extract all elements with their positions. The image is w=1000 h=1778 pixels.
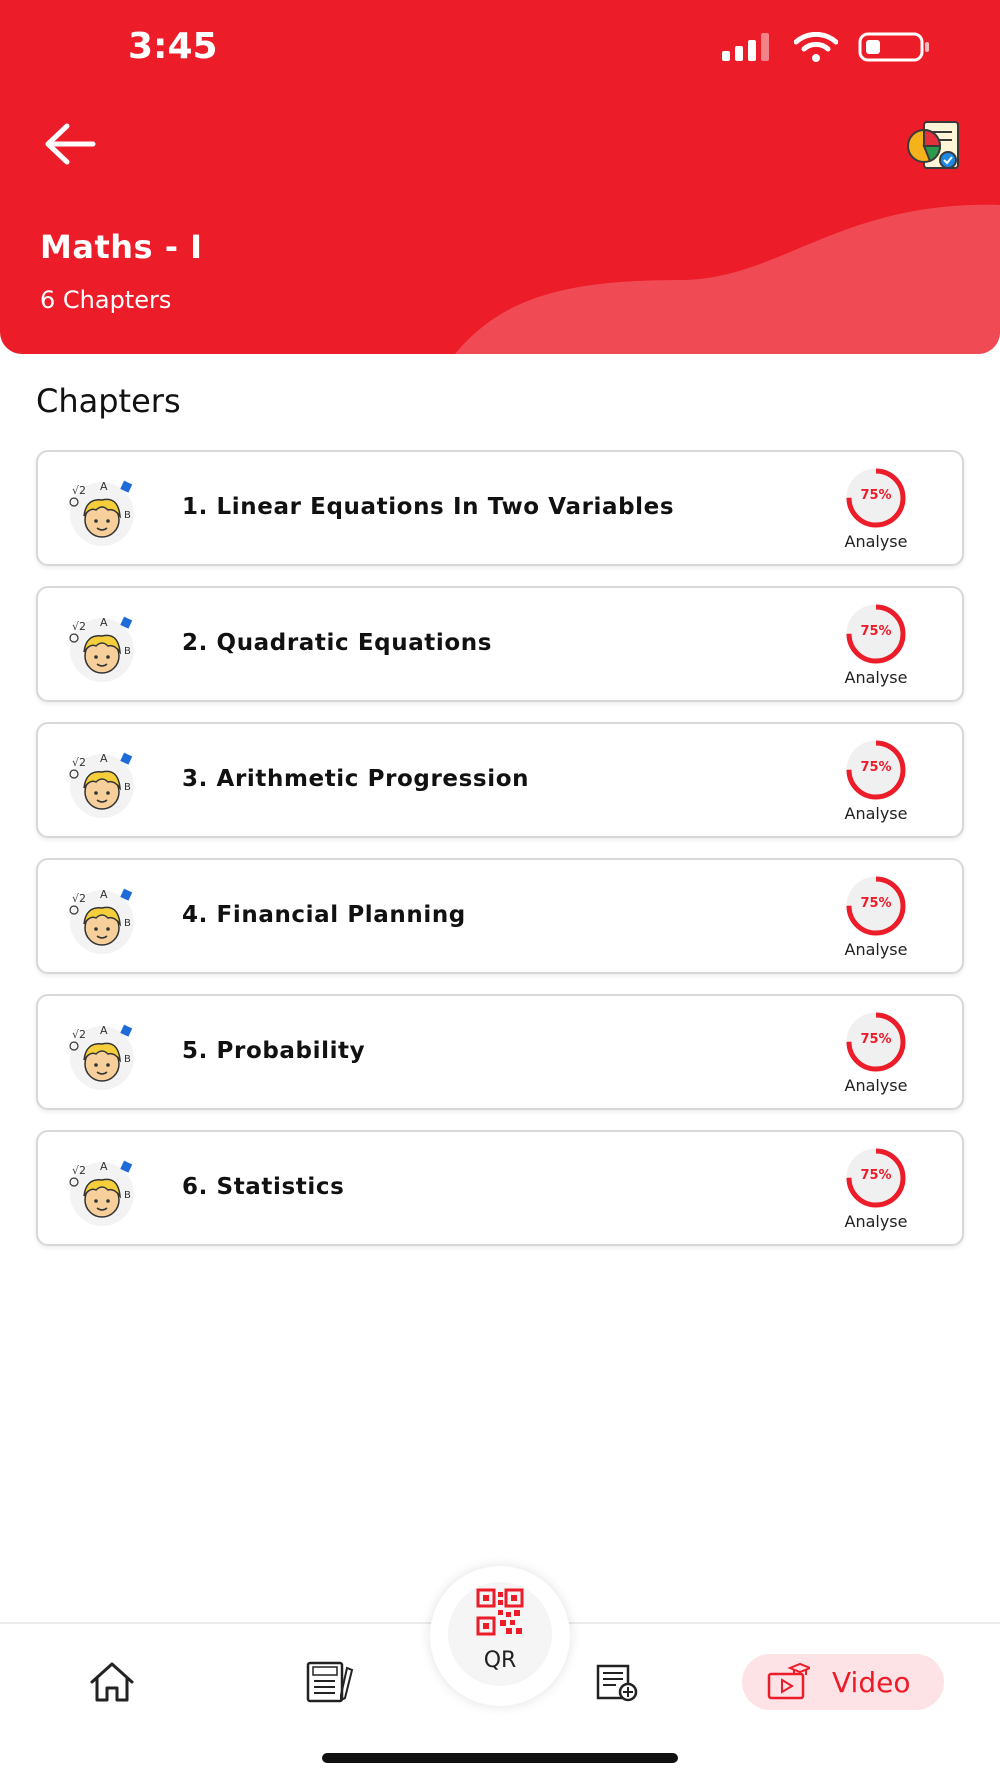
- svg-text:A: A: [100, 616, 108, 629]
- home-indicator: [322, 1753, 678, 1763]
- progress-ring: [840, 738, 912, 802]
- svg-text:B: B: [124, 1054, 131, 1065]
- chapter-progress[interactable]: [828, 602, 924, 687]
- svg-text:√2: √2: [72, 620, 87, 633]
- svg-text:B: B: [124, 1190, 131, 1201]
- chapter-progress[interactable]: [828, 1010, 924, 1095]
- svg-text:B: B: [124, 510, 131, 521]
- chapter-title: 2. Quadratic Equations: [182, 630, 493, 656]
- nav-exam-button[interactable]: [300, 1654, 360, 1710]
- progress-percent: 75%: [860, 624, 892, 639]
- chapter-progress[interactable]: [828, 1146, 924, 1231]
- svg-text:B: B: [124, 918, 131, 929]
- svg-text:A: A: [100, 1024, 108, 1037]
- progress-percent: 75%: [860, 488, 892, 503]
- svg-text:A: A: [100, 1160, 108, 1173]
- back-button[interactable]: [40, 118, 100, 170]
- report-chart-icon: [902, 118, 966, 174]
- section-title: Chapters: [36, 382, 181, 420]
- nav-notes-button[interactable]: [586, 1654, 646, 1710]
- battery-icon: [858, 32, 930, 62]
- svg-text:√2: √2: [72, 484, 87, 497]
- header: [0, 0, 1000, 354]
- chapter-count: 6 Chapters: [40, 286, 172, 314]
- analyse-link[interactable]: Analyse: [844, 1212, 908, 1231]
- chapter-progress[interactable]: [828, 874, 924, 959]
- chapter-title: 1. Linear Equations In Two Variables: [182, 494, 675, 520]
- svg-text:B: B: [124, 646, 131, 657]
- chapter-progress[interactable]: [828, 466, 924, 551]
- progress-ring: [840, 602, 912, 666]
- qr-code-icon: [476, 1588, 524, 1636]
- subject-title: Maths - I: [40, 228, 203, 266]
- analyse-link[interactable]: Analyse: [844, 668, 908, 687]
- status-icons: [722, 32, 930, 62]
- signal-icon: [722, 33, 774, 61]
- svg-text:A: A: [100, 752, 108, 765]
- report-button[interactable]: [902, 118, 966, 174]
- svg-text:A: A: [100, 480, 108, 493]
- exam-icon: [305, 1660, 355, 1704]
- svg-text:√2: √2: [72, 892, 87, 905]
- progress-percent: 75%: [860, 896, 892, 911]
- video-lesson-icon: [766, 1662, 810, 1702]
- status-time: 3:45: [128, 26, 218, 67]
- svg-text:√2: √2: [72, 1028, 87, 1041]
- analyse-link[interactable]: Analyse: [844, 1076, 908, 1095]
- svg-text:B: B: [124, 782, 131, 793]
- chapter-title: 3. Arithmetic Progression: [182, 766, 530, 792]
- svg-text:√2: √2: [72, 1164, 87, 1177]
- qr-label: QR: [483, 1648, 517, 1673]
- nav-video-label: Video: [832, 1665, 911, 1699]
- chapter-card[interactable]: [36, 994, 964, 1110]
- notes-icon: [592, 1660, 640, 1704]
- math-student-avatar-icon: [62, 610, 146, 682]
- analyse-link[interactable]: Analyse: [844, 532, 908, 551]
- nav-home-button[interactable]: [82, 1654, 142, 1710]
- chapter-progress[interactable]: [828, 738, 924, 823]
- analyse-link[interactable]: Analyse: [844, 940, 908, 959]
- math-student-avatar-icon: [62, 474, 146, 546]
- svg-text:A: A: [100, 888, 108, 901]
- progress-ring: [840, 1010, 912, 1074]
- math-student-avatar-icon: [62, 1154, 146, 1226]
- qr-button-inner: [448, 1582, 552, 1686]
- chapter-list: [36, 450, 964, 1266]
- math-student-avatar-icon: [62, 1018, 146, 1090]
- wifi-icon: [794, 32, 838, 62]
- math-student-avatar-icon: [62, 746, 146, 818]
- progress-ring: [840, 1146, 912, 1210]
- analyse-link[interactable]: Analyse: [844, 804, 908, 823]
- math-student-avatar-icon: [62, 882, 146, 954]
- progress-percent: 75%: [860, 760, 892, 775]
- progress-ring: [840, 466, 912, 530]
- progress-ring: [840, 874, 912, 938]
- nav-video-button[interactable]: [742, 1654, 944, 1710]
- chapter-card[interactable]: [36, 450, 964, 566]
- chapter-title: 5. Probability: [182, 1038, 366, 1064]
- qr-scan-button[interactable]: [430, 1566, 570, 1706]
- chapter-title: 6. Statistics: [182, 1174, 345, 1200]
- home-icon: [88, 1660, 136, 1704]
- chapter-card[interactable]: [36, 858, 964, 974]
- back-arrow-icon: [43, 123, 97, 165]
- chapter-card[interactable]: [36, 586, 964, 702]
- chapter-card[interactable]: [36, 722, 964, 838]
- progress-percent: 75%: [860, 1168, 892, 1183]
- chapter-title: 4. Financial Planning: [182, 902, 466, 928]
- svg-text:√2: √2: [72, 756, 87, 769]
- progress-percent: 75%: [860, 1032, 892, 1047]
- chapter-card[interactable]: [36, 1130, 964, 1246]
